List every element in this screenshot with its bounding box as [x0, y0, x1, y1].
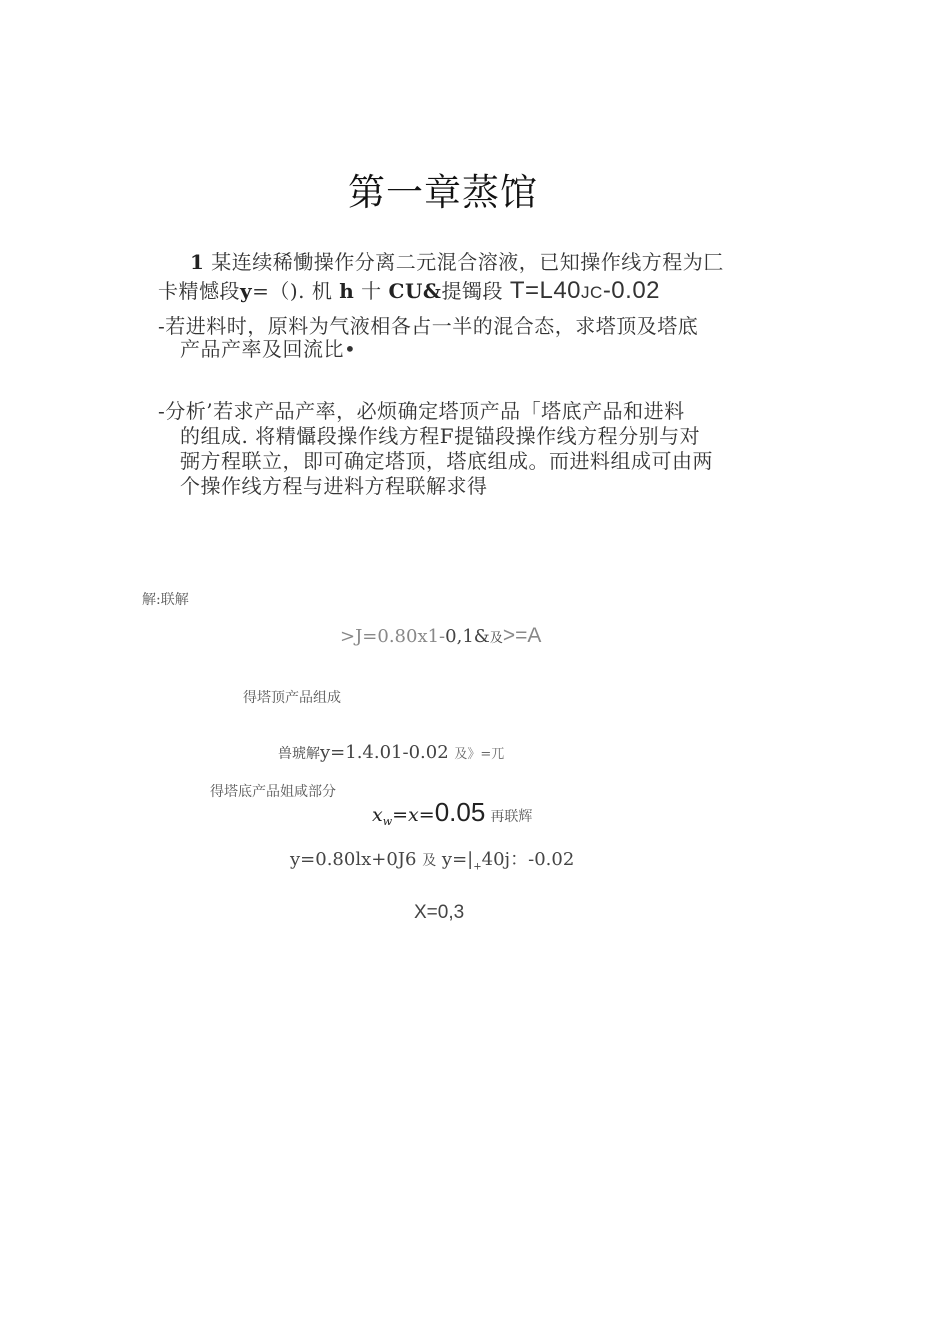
eq1-part-b: 0,1&	[445, 626, 490, 647]
eq4-part-b: 及	[422, 853, 437, 869]
equation-1	[340, 624, 541, 648]
bottom-product-label: 得塔底产品姐咸部分	[210, 784, 336, 800]
problem-number: 1	[190, 250, 205, 274]
page-title: 第一章蒸馆	[348, 171, 538, 214]
analysis-line-1: -分析’若求产品产率，必烦确定塔顶产品「塔底产品和进料	[158, 399, 685, 423]
equation-3	[372, 797, 532, 828]
problem-text: 某连续稀慟操作分离二元混合溶液，已知操作线方程为匚	[211, 250, 724, 274]
eq2-part-a: 兽琥解	[278, 746, 320, 762]
equation-4	[290, 845, 574, 873]
problem-line-1	[190, 246, 724, 275]
rectifying-label: 卡精憾段	[158, 279, 240, 303]
equation-2	[278, 742, 504, 763]
equation-5: X=0,3	[414, 902, 465, 923]
analysis-line-3: 弼方程联立，即可确定塔顶，塔底组成。而进料组成可由两	[180, 449, 713, 473]
eq1-part-d: >=A	[502, 624, 542, 647]
stripping-eq: T=L40	[509, 277, 582, 304]
eq-cu: CU&	[388, 279, 442, 303]
stripping-label: 提镯段	[441, 279, 503, 303]
problem-line-2	[158, 275, 660, 305]
stripping-const: -0.02	[602, 277, 661, 304]
var-h: h	[339, 279, 355, 303]
eq3-tail: 再联辉	[490, 809, 533, 825]
eq3-mid: =x=	[392, 804, 435, 826]
eq4-part-d: +	[473, 861, 482, 873]
eq3-value: 0.05	[434, 797, 486, 827]
problem-line-3: -若进料时，原料为气液相各占一半的混合态，求塔顶及塔底	[158, 314, 699, 338]
eq4-part-c: y=|	[441, 849, 474, 870]
eq2-part-b: y=1.4.01-0.02	[320, 742, 449, 763]
eq-part: =（). 机	[252, 279, 333, 303]
eq4-part-e: 40j：-0.02	[481, 849, 575, 870]
top-product-label: 得塔顶产品组成	[243, 690, 341, 706]
eq3-subscript: w	[382, 815, 393, 829]
var-y: y	[240, 279, 253, 303]
analysis-line-2: 的组成. 将精懾段操作线方程F提锚段操作线方程分别与对	[180, 424, 701, 448]
analysis-line-4: 个操作线方程与进料方程联解求得	[180, 474, 488, 498]
problem-line-4: 产品产率及回流比•	[180, 337, 357, 361]
eq1-part-c: 及	[489, 631, 503, 646]
eq3-x: x	[372, 804, 383, 826]
eq4-part-a: y=0.80lx+0J6	[290, 849, 417, 870]
eq-plus: 十	[361, 279, 382, 303]
eq2-part-c: 及》=兀	[454, 747, 505, 762]
stripping-var: JC	[581, 283, 603, 302]
eq1-part-a: >J=0.80x1-	[340, 626, 446, 647]
solution-label: 解:联解	[142, 592, 189, 608]
